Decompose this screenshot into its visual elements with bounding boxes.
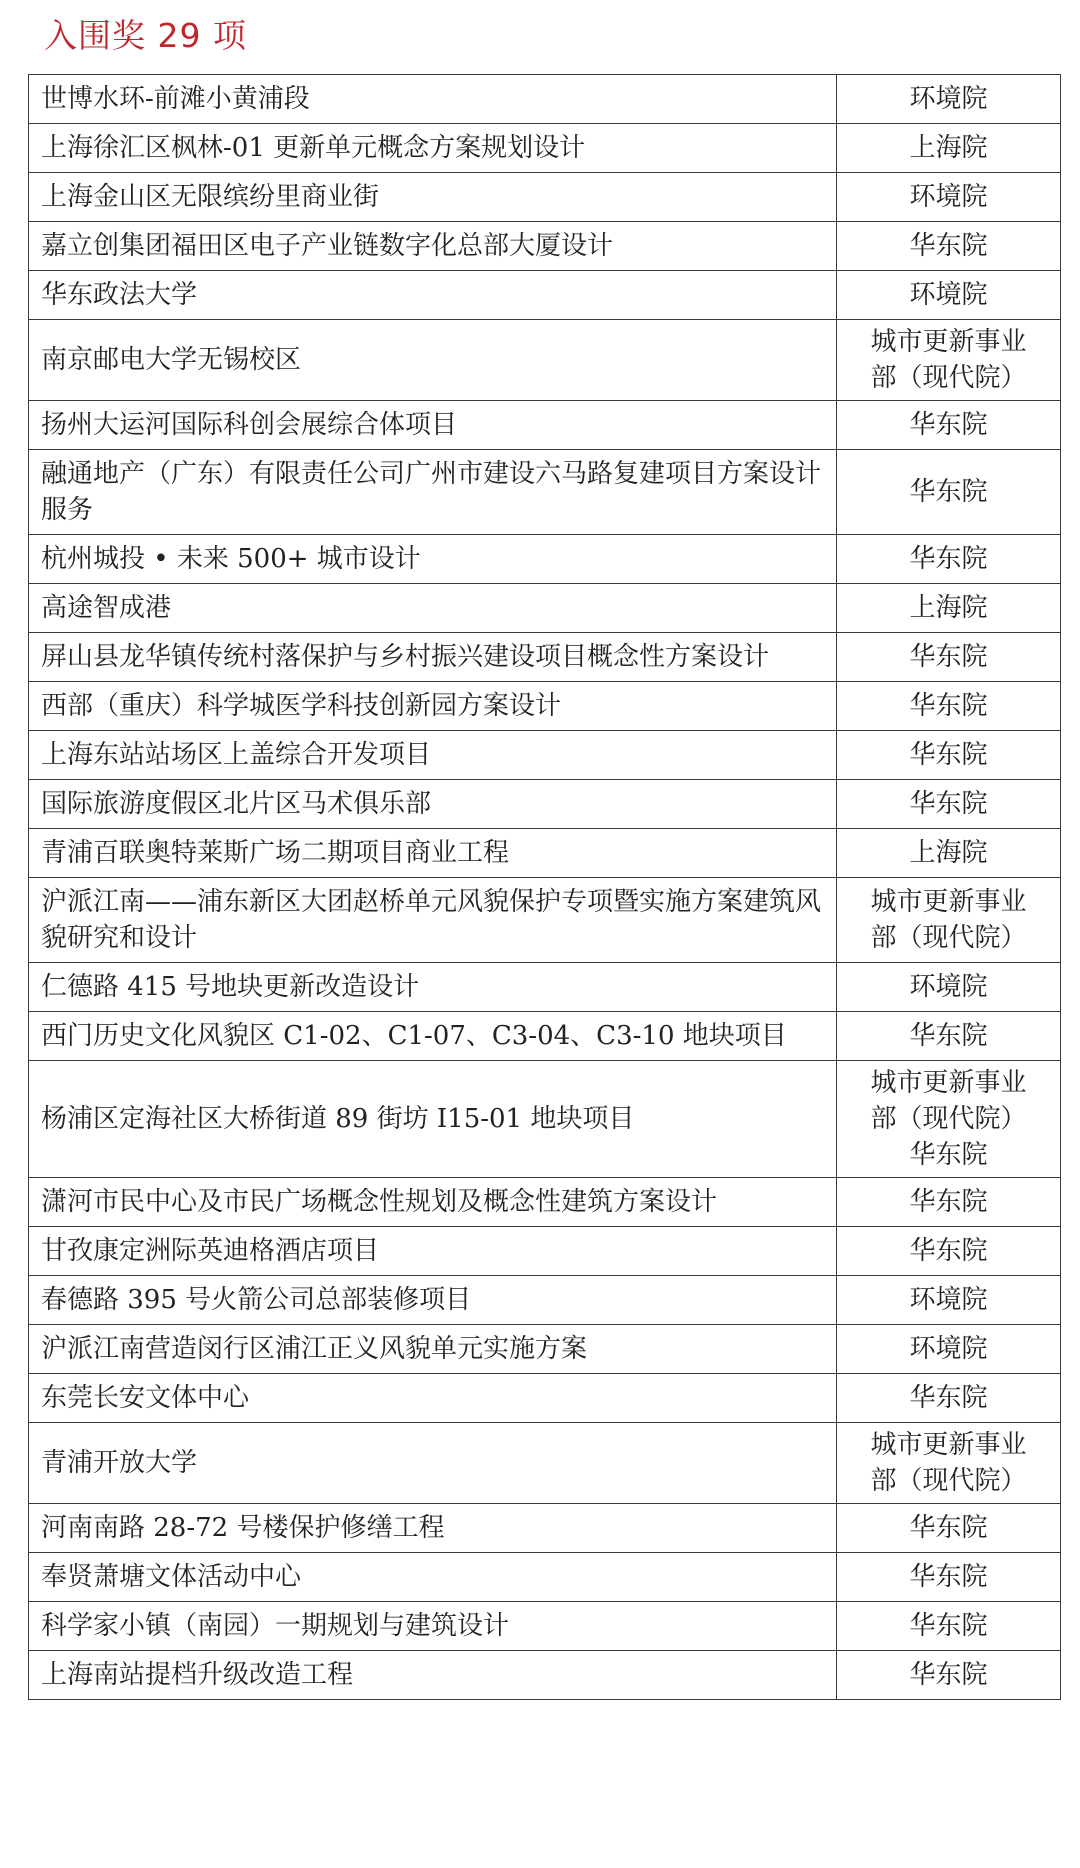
- table-row: [29, 780, 1061, 829]
- project-name-cell: 高途智成港: [29, 584, 837, 633]
- table-row: [29, 1504, 1061, 1553]
- design-unit-cell: 城市更新事业 部（现代院）: [837, 878, 1061, 963]
- project-name-cell: 上海南站提档升级改造工程: [29, 1651, 837, 1700]
- project-name-cell: 仁德路 415 号地块更新改造设计: [29, 963, 837, 1012]
- project-name-cell: 世博水环-前滩小黄浦段: [29, 75, 837, 124]
- table-row: [29, 1602, 1061, 1651]
- table-row: [29, 75, 1061, 124]
- table-row: [29, 633, 1061, 682]
- design-unit-cell: 城市更新事业 部（现代院） 华东院: [837, 1061, 1061, 1178]
- table-row: [29, 1553, 1061, 1602]
- table-row: [29, 1178, 1061, 1227]
- design-unit-cell: 环境院: [837, 173, 1061, 222]
- design-unit-cell: 华东院: [837, 535, 1061, 584]
- design-unit-cell: 环境院: [837, 1276, 1061, 1325]
- design-unit-cell: 上海院: [837, 584, 1061, 633]
- design-unit-cell: 城市更新事业 部（现代院）: [837, 1423, 1061, 1504]
- awards-table-body: [29, 75, 1061, 1700]
- table-row: [29, 1374, 1061, 1423]
- design-unit-cell: 华东院: [837, 1553, 1061, 1602]
- design-unit-cell: 华东院: [837, 1178, 1061, 1227]
- project-name-cell: 潇河市民中心及市民广场概念性规划及概念性建筑方案设计: [29, 1178, 837, 1227]
- table-row: [29, 829, 1061, 878]
- design-unit-cell: 华东院: [837, 1651, 1061, 1700]
- project-name-cell: 甘孜康定洲际英迪格酒店项目: [29, 1227, 837, 1276]
- design-unit-cell: 华东院: [837, 633, 1061, 682]
- table-row: [29, 1325, 1061, 1374]
- table-row: [29, 271, 1061, 320]
- project-name-cell: 屏山县龙华镇传统村落保护与乡村振兴建设项目概念性方案设计: [29, 633, 837, 682]
- design-unit-cell: 华东院: [837, 1012, 1061, 1061]
- table-row: [29, 124, 1061, 173]
- project-name-cell: 上海东站站场区上盖综合开发项目: [29, 731, 837, 780]
- table-row: [29, 1423, 1061, 1504]
- design-unit-cell: 华东院: [837, 1602, 1061, 1651]
- design-unit-cell: 华东院: [837, 222, 1061, 271]
- project-name-cell: 沪派江南营造闵行区浦江正义风貌单元实施方案: [29, 1325, 837, 1374]
- project-name-cell: 科学家小镇（南园）一期规划与建筑设计: [29, 1602, 837, 1651]
- design-unit-cell: 华东院: [837, 731, 1061, 780]
- project-name-cell: 嘉立创集团福田区电子产业链数字化总部大厦设计: [29, 222, 837, 271]
- project-name-cell: 扬州大运河国际科创会展综合体项目: [29, 401, 837, 450]
- project-name-cell: 华东政法大学: [29, 271, 837, 320]
- table-row: [29, 963, 1061, 1012]
- project-name-cell: 青浦开放大学: [29, 1423, 837, 1504]
- table-row: [29, 682, 1061, 731]
- table-row: [29, 731, 1061, 780]
- project-name-cell: 南京邮电大学无锡校区: [29, 320, 837, 401]
- table-row: [29, 1227, 1061, 1276]
- design-unit-cell: 华东院: [837, 1227, 1061, 1276]
- project-name-cell: 春德路 395 号火箭公司总部装修项目: [29, 1276, 837, 1325]
- project-name-cell: 青浦百联奥特莱斯广场二期项目商业工程: [29, 829, 837, 878]
- project-name-cell: 沪派江南——浦东新区大团赵桥单元风貌保护专项暨实施方案建筑风貌研究和设计: [29, 878, 837, 963]
- design-unit-cell: 城市更新事业 部（现代院）: [837, 320, 1061, 401]
- design-unit-cell: 上海院: [837, 124, 1061, 173]
- project-name-cell: 杨浦区定海社区大桥街道 89 街坊 I15-01 地块项目: [29, 1061, 837, 1178]
- table-row: [29, 173, 1061, 222]
- project-name-cell: 国际旅游度假区北片区马术俱乐部: [29, 780, 837, 829]
- project-name-cell: 杭州城投 • 未来 500+ 城市设计: [29, 535, 837, 584]
- project-name-cell: 河南南路 28-72 号楼保护修缮工程: [29, 1504, 837, 1553]
- design-unit-cell: 华东院: [837, 1504, 1061, 1553]
- table-row: [29, 222, 1061, 271]
- table-row: [29, 450, 1061, 535]
- table-row: [29, 1061, 1061, 1178]
- table-row: [29, 401, 1061, 450]
- design-unit-cell: 上海院: [837, 829, 1061, 878]
- design-unit-cell: 华东院: [837, 682, 1061, 731]
- project-name-cell: 上海金山区无限缤纷里商业街: [29, 173, 837, 222]
- design-unit-cell: 华东院: [837, 780, 1061, 829]
- project-name-cell: 上海徐汇区枫林-01 更新单元概念方案规划设计: [29, 124, 837, 173]
- design-unit-cell: 环境院: [837, 1325, 1061, 1374]
- project-name-cell: 融通地产（广东）有限责任公司广州市建设六马路复建项目方案设计服务: [29, 450, 837, 535]
- project-name-cell: 东莞长安文体中心: [29, 1374, 837, 1423]
- awards-table: [28, 74, 1061, 1700]
- table-row: [29, 584, 1061, 633]
- table-row: [29, 1651, 1061, 1700]
- design-unit-cell: 环境院: [837, 271, 1061, 320]
- design-unit-cell: 环境院: [837, 75, 1061, 124]
- project-name-cell: 奉贤萧塘文体活动中心: [29, 1553, 837, 1602]
- project-name-cell: 西门历史文化风貌区 C1-02、C1-07、C3-04、C3-10 地块项目: [29, 1012, 837, 1061]
- design-unit-cell: 华东院: [837, 450, 1061, 535]
- page-title: 入围奖 29 项: [44, 16, 247, 55]
- design-unit-cell: 华东院: [837, 401, 1061, 450]
- table-row: [29, 1276, 1061, 1325]
- project-name-cell: 西部（重庆）科学城医学科技创新园方案设计: [29, 682, 837, 731]
- table-row: [29, 878, 1061, 963]
- table-row: [29, 535, 1061, 584]
- design-unit-cell: 环境院: [837, 963, 1061, 1012]
- table-row: [29, 320, 1061, 401]
- table-row: [29, 1012, 1061, 1061]
- design-unit-cell: 华东院: [837, 1374, 1061, 1423]
